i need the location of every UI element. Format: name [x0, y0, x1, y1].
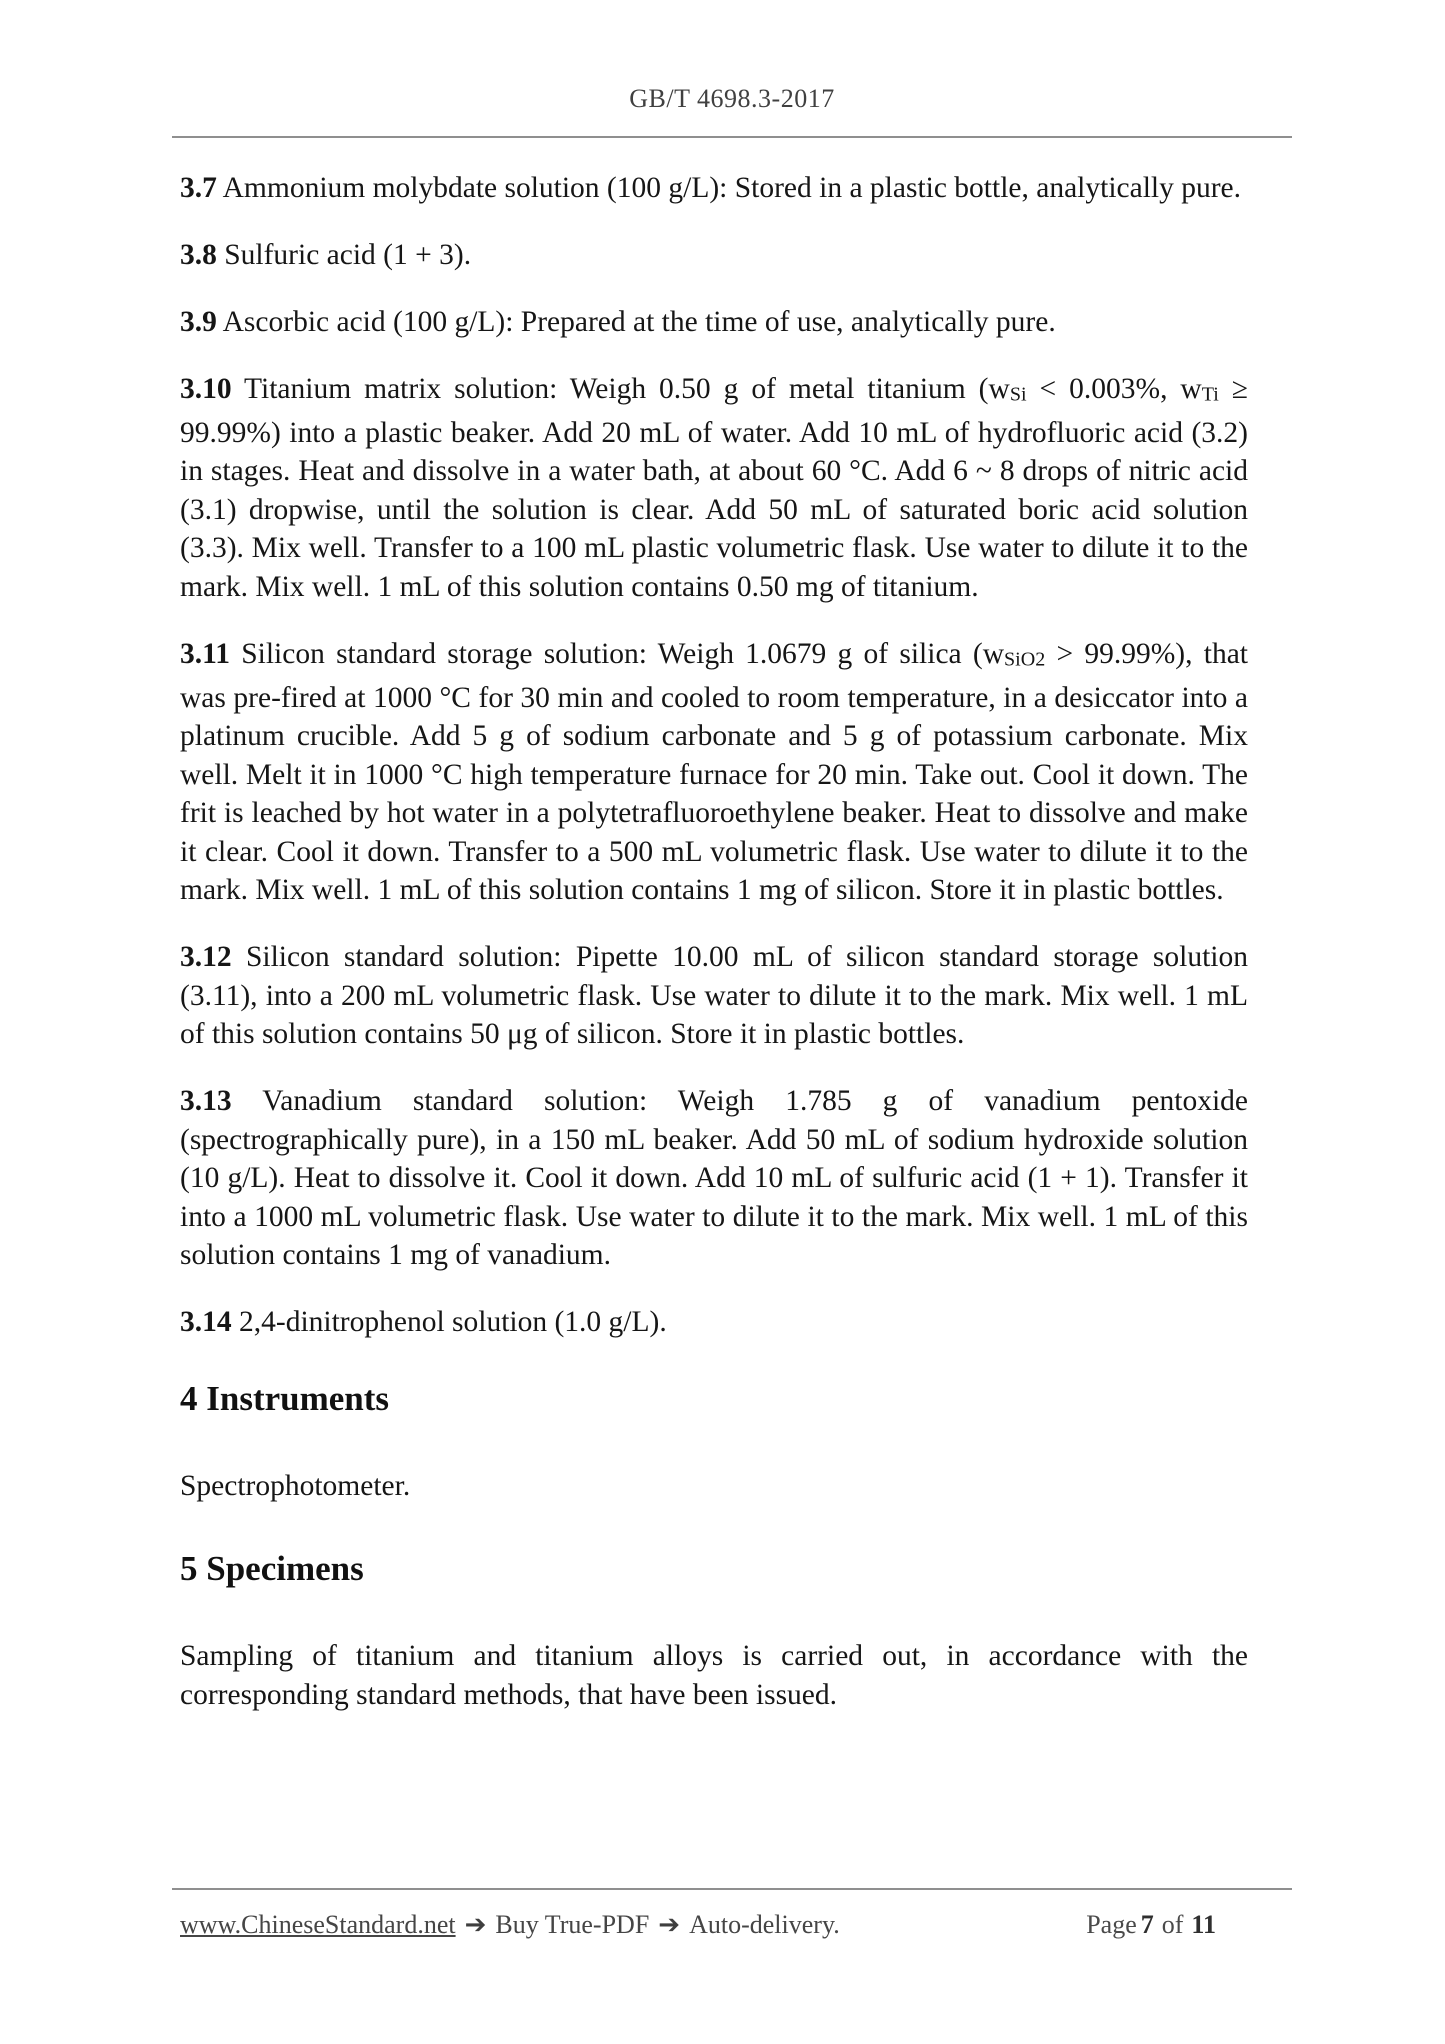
total-page-number: 11: [1191, 1910, 1216, 1939]
clause-text: Ammonium molybdate solution (100 g/L): Stored in a plastic bottle, analytically pure.: [216, 172, 1242, 204]
clause-number: 3.14: [180, 1306, 232, 1339]
paragraph-3-11: [180, 635, 1248, 910]
clause-text: Silicon standard storage solution: Weigh 1.0679 g of silica (wSiO2 > 99.99%), that was pre-fired at 1000 °C for 30 min and cooled to room temperature, in a desiccator into a platinum crucible. Add 5 g of sodium carbonate and 5 g of potassium carbonate. Mix well. Melt it in 1000 °C high temperature furnace for 20 min. Take out. Cool it down. The frit is leached by hot water in a polytetrafluoroethylene beaker. Heat to dissolve and make it clear. Cool it down. Transfer to a 500 mL volumetric flask. Use water to dilute it to the mark. Mix well. 1 mL of this solution contains 1 mg of silicon. Store it in plastic bottles.: [180, 637, 1248, 907]
clause-number: 3.10: [180, 373, 232, 405]
footer-buy-text: Buy True-PDF: [495, 1910, 650, 1939]
paragraph-3-13: [180, 1082, 1248, 1275]
clause-text: Vanadium standard solution: Weigh 1.785 g of vanadium pentoxide (spectrographically pure), in a 150 mL beaker. Add 50 mL of sodium hydroxide solution (10 g/L). Heat to dissolve it. Cool it down. Add 10 mL of sulfuric acid (1 + 1). Transfer it into a 1000 mL volumetric flask. Use water to dilute it to the mark. Mix well. 1 mL of this solution contains 1 mg of vanadium.: [180, 1085, 1248, 1272]
clause-number: 3.7: [180, 172, 217, 204]
clause-number: 3.12: [180, 941, 232, 974]
document-body: [180, 169, 1248, 1714]
clause-text: Ascorbic acid (100 g/L): Prepared at the time of use, analytically pure.: [216, 306, 1056, 338]
paragraph-3-14: [180, 1303, 1248, 1342]
arrow-right-icon: ➔: [658, 1910, 681, 1940]
clause-number: 3.9: [180, 306, 217, 338]
header-divider: [172, 136, 1292, 138]
clause-number: 3.13: [180, 1085, 232, 1118]
paragraph-3-10: [180, 370, 1248, 606]
section-body-specimens: Sampling of titanium and titanium alloys is carried out, in accordance with the corresponding standard methods, that have been issued.: [180, 1640, 1248, 1711]
clause-number: 3.11: [180, 637, 230, 670]
section-heading-specimens: 5 Specimens: [180, 1549, 364, 1589]
section-heading-instruments: 4 Instruments: [180, 1378, 390, 1418]
footer-divider: [172, 1888, 1292, 1890]
current-page-number: 7: [1140, 1910, 1154, 1939]
clause-number: 3.8: [180, 239, 217, 271]
clause-text: 2,4-dinitrophenol solution (1.0 g/L).: [231, 1306, 667, 1339]
footer-website-link[interactable]: www.ChineseStandard.net: [180, 1910, 456, 1939]
arrow-right-icon: ➔: [464, 1910, 487, 1940]
clause-text: Sulfuric acid (1 + 3).: [216, 239, 472, 271]
page-label: Page: [1086, 1910, 1137, 1939]
paragraph-3-12: [180, 938, 1248, 1054]
page-footer: [180, 1910, 1220, 1940]
of-label: of: [1161, 1910, 1184, 1939]
clause-text: Titanium matrix solution: Weigh 0.50 g of metal titanium (wSi < 0.003%, wTi ≥ 99.99%) into a plastic beaker. Add 20 mL of water. Add 10 mL of hydrofluoric acid (3.2) in stages. Heat and dissolve in a water bath, at about 60 °C. Add 6 ~ 8 drops of nitric acid (3.1) dropwise, until the solution is clear. Add 50 mL of saturated boric acid solution (3.3). Mix well. Transfer to a 100 mL plastic volumetric flask. Use water to dilute it to the mark. Mix well. 1 mL of this solution contains 0.50 mg of titanium.: [180, 373, 1249, 603]
section-body-instruments: Spectrophotometer.: [180, 1469, 411, 1502]
paragraph-3-9: [180, 303, 1248, 342]
paragraph-3-7: [180, 169, 1248, 208]
paragraph-3-8: [180, 236, 1248, 275]
page-number-indicator: [1086, 1910, 1220, 1940]
clause-text: Silicon standard solution: Pipette 10.00 mL of silicon standard storage solution (3.11), into a 200 mL volumetric flask. Use water to dilute it to the mark. Mix well. 1 mL of this solution contains 50 μg of silicon. Store it in plastic bottles.: [180, 941, 1248, 1051]
footer-delivery-text: Auto-delivery.: [689, 1910, 840, 1939]
document-code-header: GB/T 4698.3-2017: [629, 84, 835, 113]
footer-promo: [180, 1910, 840, 1940]
